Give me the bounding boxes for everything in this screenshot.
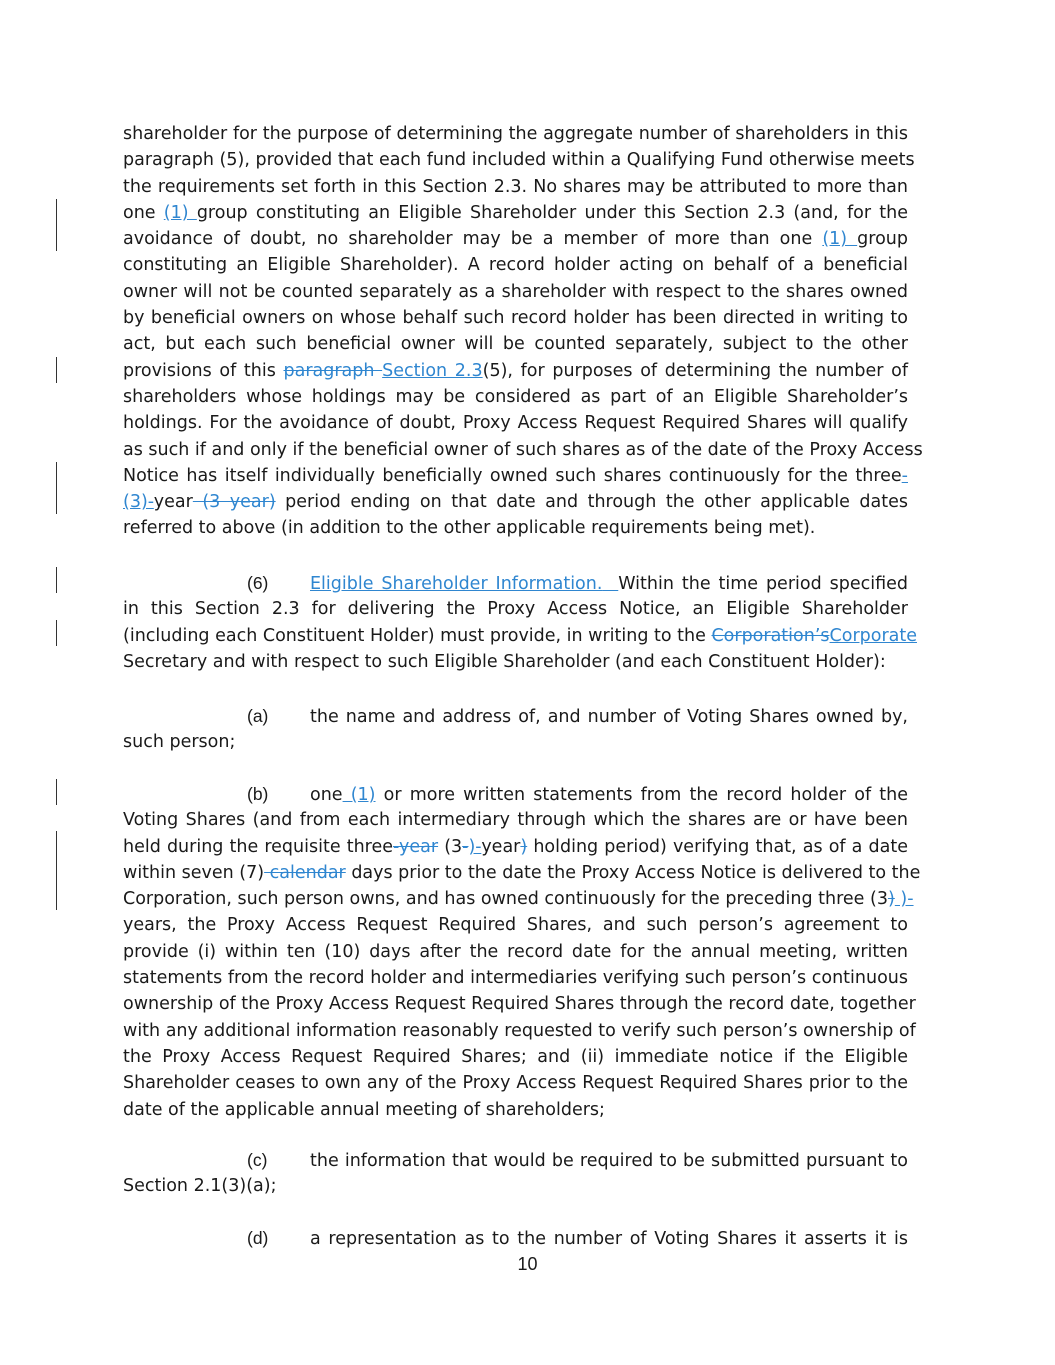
text-line: provide (i) within ten (10) days after the record date for the annual meeting, written — [123, 941, 908, 962]
change-bar — [56, 620, 57, 646]
inserted-text: )- — [468, 836, 482, 857]
clause-a: (a) the name and address of, and number of Voting Shares owned by, such person; — [123, 703, 908, 756]
inserted-text: Section 2.3 — [382, 360, 483, 381]
change-bar — [56, 831, 57, 910]
change-bar — [56, 357, 57, 383]
inserted-text: - — [901, 465, 908, 486]
inserted-text: (1) — [342, 785, 376, 805]
text-line: Notice has itself individually beneficially owned such shares continuously for the three- — [123, 465, 908, 486]
text-line: constituting an Eligible Shareholder). A record holder acting on behalf of a beneficial — [123, 255, 908, 276]
section-heading: Eligible Shareholder Information. — [310, 574, 603, 594]
text-line: date of the applicable annual meeting of shareholders; — [123, 1099, 605, 1120]
clause-number: (d) — [247, 1228, 269, 1248]
text-line: shareholders whose holdings may be considered as part of an Eligible Shareholder’s — [123, 386, 908, 407]
deleted-text: calendar — [264, 862, 346, 883]
clause-c: (c) the information that would be required to be submitted pursuant to Section 2.1(3)(a); — [123, 1147, 908, 1200]
change-bar — [56, 199, 57, 251]
deleted-text: paragraph — [283, 360, 383, 381]
text-line: owner will not be counted separately as a shareholder with respect to the shares owned — [123, 281, 908, 302]
clause-d: (d) a representation as to the number of Voting Shares it asserts it is — [123, 1225, 908, 1251]
change-bar — [56, 779, 57, 805]
text-line: shareholder for the purpose of determining the aggregate number of shareholders in this — [123, 124, 908, 144]
deleted-text: ) — [887, 889, 895, 910]
text-line: years, the Proxy Access Request Required Shares, and such person’s agreement to — [123, 915, 908, 936]
text-line: by beneficial owners on whose behalf such record holder has been directed in writing to — [123, 308, 908, 329]
paragraph-number: (6) — [247, 573, 269, 593]
change-bar — [56, 462, 57, 514]
deleted-text: - — [462, 836, 469, 857]
text-line: referred to above (in addition to the other applicable requirements being met). — [123, 518, 816, 539]
text-line: the requirements set forth in this Section 2.3. No shares may be attributed to more than — [123, 176, 908, 197]
text-line: as such if and only if the beneficial owner of such shares as of the date of the Proxy Access — [123, 439, 923, 460]
text-line: Shareholder ceases to own any of the Proxy Access Request Required Shares prior to the — [123, 1073, 908, 1094]
text-line: (3)-year (3 year) period ending on that date and through the other applicable dates — [123, 492, 908, 513]
paragraph-6: (6) Eligible Shareholder Information. Within the time period specified in this Section 2.3 for delivering the Proxy Access Notice, an Eligible Shareholder (including each Constituent Holder) must provide, in writing to the Corporation’sCorporate Secretary and with respect to such Eligible Shareholder (and each Constituent Holder): — [123, 570, 908, 675]
text-line: ownership of the Proxy Access Request Required Shares through the record date, together — [123, 994, 916, 1015]
text-line: statements from the record holder and intermediaries verifying such person’s continuous — [123, 968, 908, 989]
text-line: holdings. For the avoidance of doubt, Proxy Access Request Required Shares will qualify — [123, 413, 908, 434]
text-line: paragraph (5), provided that each fund included within a Qualifying Fund otherwise meets — [123, 150, 915, 171]
text-line: with any additional information reasonably requested to verify such person’s ownership of — [123, 1020, 916, 1041]
clause-number: (c) — [247, 1150, 268, 1170]
text-line: provisions of this paragraph Section 2.3(5), for purposes of determining the number of — [123, 360, 908, 381]
deleted-text: -year — [393, 836, 439, 857]
deleted-text: (3 year) — [192, 492, 276, 513]
text-line: act, but each such beneficial owner will be counted separately, subject to the other — [123, 334, 908, 355]
text-line: one (1) group constituting an Eligible Shareholder under this Section 2.3 (and, for the — [123, 202, 908, 223]
clause-b: (b) one (1) or more written statements from the record holder of the Voting Shares (and from each intermediary through which the shares are or have been held during the requisite three-year (3-)-year) holding period) verifying that, as of a date within seven (7) calendar days prior to the date the Proxy Access Notice is delivered to the Corporation, such person owns, and has owned continuously for the preceding three (3) )- years, the Proxy Access Request Required Shares, and such person’s agreement to provide (i) within ten (10) days after the record date for the annual meeting, written statements from the record holder and intermediaries verifying such person’s continuous ownership of the Proxy Access Request Required Shares through the record date, together with any additional information reasonably requested to verify such person’s ownership of the Proxy Access Request Required Shares; and (ii) immediate notice if the Eligible Shareholder ceases to own any of the Proxy Access Request Required Shares prior to the date of the applicable annual meeting of shareholders; — [123, 781, 908, 1123]
deleted-text: ) — [520, 836, 528, 857]
inserted-text: Corporate — [829, 625, 917, 646]
paragraph-continuation — [123, 121, 923, 542]
change-bar — [56, 567, 57, 593]
inserted-text: (3)- — [123, 492, 154, 513]
inserted-text: (1) — [163, 202, 197, 223]
inserted-text: (1) — [822, 229, 858, 250]
clause-number: (a) — [247, 706, 269, 726]
deleted-text: Corporation’s — [711, 625, 830, 646]
inserted-text: )- — [894, 889, 914, 910]
page-number: 10 — [517, 1254, 538, 1274]
text-line: avoidance of doubt, no shareholder may be a member of more than one (1) group — [123, 229, 908, 250]
clause-number: (b) — [247, 784, 269, 804]
text-line: the Proxy Access Request Required Shares; and (ii) immediate notice if the Eligible — [123, 1046, 908, 1067]
